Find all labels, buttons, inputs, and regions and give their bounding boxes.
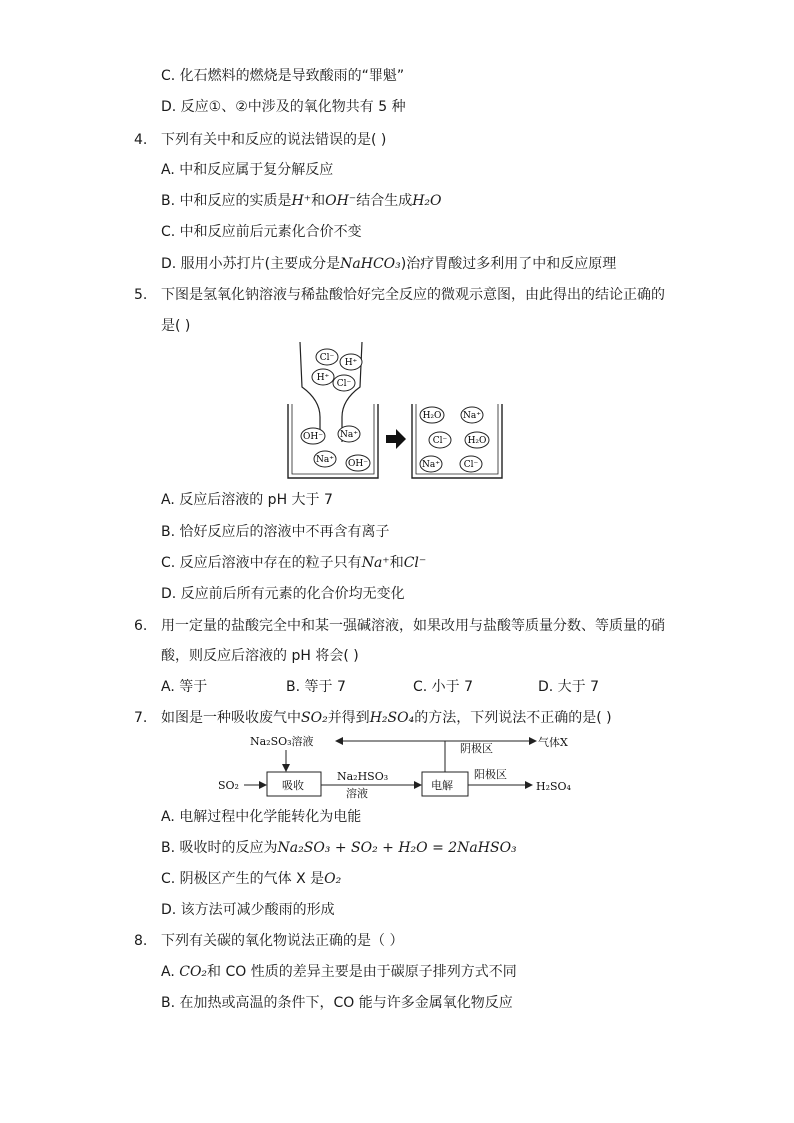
q6-option-a: A. 等于 <box>161 679 208 695</box>
q7-option-b-text: B. 吸收时的反应为 <box>161 840 278 856</box>
q4-option-c: C. 中和反应前后元素化合价不变 <box>161 224 362 240</box>
ion-right-5-label: Na⁺ <box>422 460 440 470</box>
q7-option-c-text: C. 阴极区产生的气体 X 是 <box>161 871 325 887</box>
q8-number: 8. <box>134 933 148 949</box>
q4-option-b-and: 和 <box>311 193 326 209</box>
q8-option-a-text: 和 CO 性质的差异主要是由于碳原子排列方式不同 <box>207 964 517 980</box>
q6-option-b: B. 等于 7 <box>286 679 346 695</box>
q4-option-b-text2: 结合生成 <box>356 193 413 209</box>
q4-option-d <box>161 254 616 274</box>
q4-stem: 下列有关中和反应的说法错误的是( ) <box>161 132 387 148</box>
ion-funnel-3-label: H⁺ <box>316 373 330 383</box>
gas-x-label: 气体X <box>538 736 568 749</box>
q8-option-a-letter: A. <box>161 964 180 980</box>
ion-left-4-label: OH⁻ <box>348 459 368 469</box>
q7-option-d: D. 该方法可减少酸雨的形成 <box>161 902 335 918</box>
q4-option-d-text2: )治疗胃酸过多利用了中和反应原理 <box>400 256 617 272</box>
so2-label: SO₂ <box>218 779 239 792</box>
q7-option-a: A. 电解过程中化学能转化为电能 <box>161 809 362 825</box>
q7-stem-text3: 的方法，下列说法不正确的是( ) <box>414 710 612 726</box>
ion-left-1-label: OH⁻ <box>303 432 323 442</box>
q7-option-c <box>161 869 341 889</box>
q4-option-d-text: D. 服用小苏打片(主要成分是 <box>161 256 341 272</box>
nahso3-label-1: Na₂HSO₃ <box>337 770 389 783</box>
q8-option-b: B. 在加热或高温的条件下，CO 能与许多金属氧化物反应 <box>161 995 513 1011</box>
cathode-label: 阴极区 <box>460 742 493 755</box>
q6-number: 6. <box>134 618 148 634</box>
absorb-label: 吸收 <box>282 779 304 792</box>
ion-right-3-label: Cl⁻ <box>432 436 448 446</box>
water-formula: H₂O <box>412 193 442 209</box>
ion-right-2-label: Na⁺ <box>463 411 481 421</box>
q6-options <box>161 677 621 697</box>
o2-formula: O₂ <box>324 871 342 887</box>
co2-formula: CO₂ <box>179 964 208 980</box>
na-ion-formula: Na⁺ <box>361 555 390 571</box>
q4-number: 4. <box>134 132 148 148</box>
h2so4-formula: H₂SO₄ <box>369 710 415 726</box>
q7-option-b <box>161 838 517 858</box>
na2so3-label: Na₂SO₃溶液 <box>250 735 314 748</box>
q7-stem-text: 如图是一种吸收废气中 <box>161 710 301 726</box>
q8-stem: 下列有关碳的氧化物说法正确的是（ ） <box>161 933 404 949</box>
q4-option-a: A. 中和反应属于复分解反应 <box>161 162 334 178</box>
q5-option-c <box>161 553 426 573</box>
oh-ion-formula: OH⁻ <box>325 193 357 209</box>
q5-reaction-figure <box>280 342 510 482</box>
q8-option-a <box>161 962 517 982</box>
absorb-equation: Na₂SO₃ + SO₂ + H₂O = 2NaHSO₃ <box>277 840 517 856</box>
q5-option-d: D. 反应前后所有元素的化合价均无变化 <box>161 586 405 602</box>
so2-formula: SO₂ <box>301 710 328 726</box>
ion-right-4-label: H₂O <box>467 436 487 446</box>
q7-number: 7. <box>134 710 148 726</box>
q4-option-b-text: B. 中和反应的实质是 <box>161 193 292 209</box>
ion-funnel-1-label: Cl⁻ <box>319 353 335 363</box>
ion-left-2-label: Na⁺ <box>340 430 358 440</box>
q5-stem-line2: 是( ) <box>161 318 191 334</box>
nahso3-label-2: 溶液 <box>346 787 368 800</box>
ion-funnel-2-label: H⁺ <box>344 358 358 368</box>
electrolysis-label: 电解 <box>431 779 453 792</box>
q7-stem-text2: 并得到 <box>327 710 370 726</box>
h2so4-label: H₂SO₄ <box>536 780 571 793</box>
cl-ion-formula: Cl⁻ <box>403 555 427 571</box>
q5-option-b: B. 恰好反应后的溶液中不再含有离子 <box>161 524 390 540</box>
q5-stem-line1: 下图是氢氧化钠溶液与稀盐酸恰好完全反应的微观示意图，由此得出的结论正确的 <box>161 287 665 303</box>
nahco3-formula: NaHCO₃ <box>340 256 401 272</box>
ion-right-6-label: Cl⁻ <box>463 460 479 470</box>
q5-option-a: A. 反应后溶液的 pH 大于 7 <box>161 492 333 508</box>
q3-option-d: D. 反应①、②中涉及的氧化物共有 5 种 <box>161 99 406 115</box>
q6-option-d: D. 大于 7 <box>538 679 600 695</box>
ion-funnel-4-label: Cl⁻ <box>336 379 352 389</box>
q5-option-c-and: 和 <box>389 555 404 571</box>
ion-left-3-label: Na⁺ <box>316 455 334 465</box>
reaction-arrow <box>386 429 406 449</box>
anode-label: 阳极区 <box>474 768 507 781</box>
q4-option-b <box>161 191 442 211</box>
ion-right-1-label: H₂O <box>422 411 442 421</box>
q7-stem <box>161 708 612 728</box>
q6-stem-line1: 用一定量的盐酸完全中和某一强碱溶液，如果改用与盐酸等质量分数、等质量的硝 <box>161 618 665 634</box>
q6-option-c: C. 小于 7 <box>413 679 474 695</box>
q5-option-c-text: C. 反应后溶液中存在的粒子只有 <box>161 555 362 571</box>
h-ion-formula: H⁺ <box>291 193 312 209</box>
q3-option-c: C. 化石燃料的燃烧是导致酸雨的“罪魁” <box>161 68 405 84</box>
q6-stem-line2: 酸，则反应后溶液的 pH 将会( ) <box>161 648 359 664</box>
q7-process-figure <box>214 730 584 802</box>
q5-number: 5. <box>134 287 148 303</box>
